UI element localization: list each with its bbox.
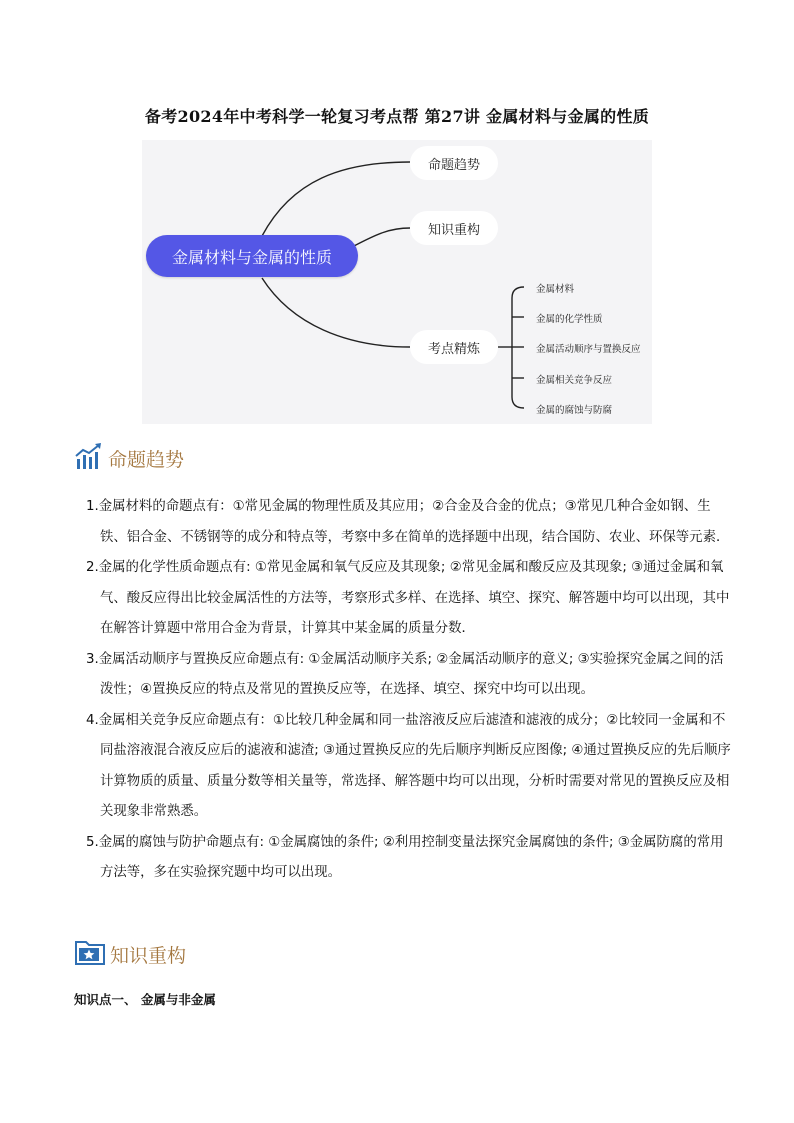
mind-map-leaf: 金属材料 [536,284,575,295]
section-heading-trend [74,442,184,474]
mind-map-leaf: 金属活动顺序与置换反应 [536,344,641,355]
trend-item: 3.金属活动顺序与置换反应命题点有: ①金属活动顺序关系; ②金属活动顺序的意义; ③实验探究金属之间的活泼性；④置换反应的特点及常见的置换反应等，在选择、填空、探究中均可以出现。 [86,651,724,697]
connector-branch-2 [354,228,410,246]
mind-map-leaf: 金属的腐蚀与防腐 [536,405,613,416]
bar-chart-icon [74,442,104,474]
section-heading-knowledge [74,936,186,972]
mind-map-branch-points: 考点精炼 [410,330,498,364]
mind-map-root-node: 金属材料与金属的性质 [146,235,358,277]
trend-item: 2.金属的化学性质命题点有: ①常见金属和氧气反应及其现象; ②常见金属和酸反应及其现象; ③通过金属和氧气、酸反应得出比较金属活性的方法等，考察形式多样、在选择、填空、探究、解答题中均可以出现，其中在解答计算题中常用合金为背景，计算其中某金属的质量分数． [86,560,730,636]
section-heading-label: 命题趋势 [108,448,185,471]
star-folder-icon [74,936,106,972]
mind-map-leaf: 金属相关竞争反应 [536,375,613,386]
mind-map-branch-trend: 命题趋势 [410,146,498,180]
trend-item: 4.金属相关竞争反应命题点有：①比较几种金属和同一盐溶液反应后滤渣和滤液的成分；②比较同一金属和不同盐溶液混合液反应后的滤液和滤渣; ③通过置换反应的先后顺序判断反应图像; ④通过置换反应的先后顺序计算物质的质量、质量分数等相关量等，常选择、解答题中均可以出现，分析时需要对常见的置换反应及相关现象非常熟悉。 [86,712,731,819]
mind-map-branch-knowledge: 知识重构 [410,211,498,245]
section-heading-label: 知识重构 [110,944,187,967]
mind-map-leaf: 金属的化学性质 [536,314,603,325]
connector-branch-1 [262,162,410,236]
trend-item: 5.金属的腐蚀与防护命题点有: ①金属腐蚀的条件; ②利用控制变量法探究金属腐蚀的条件; ③金属防腐的常用方法等，多在实验探究题中均可以出现。 [86,834,724,880]
document-title: 备考2024年中考科学一轮复习考点帮 第27讲 金属材料与金属的性质 [144,107,650,126]
mind-map [142,140,652,424]
trend-item: 1.金属材料的命题点有：①常见金属的物理性质及其应用；②合金及合金的优点；③常见几种合金如钢、生铁、铝合金、不锈钢等的成分和特点等，考察中多在简单的选择题中出现，结合国防、农业、环保等元素． [86,499,730,545]
connector-branch-3 [262,278,410,347]
trend-list [86,492,736,889]
knowledge-point-heading: 知识点一、 金属与非金属 [74,992,216,1007]
